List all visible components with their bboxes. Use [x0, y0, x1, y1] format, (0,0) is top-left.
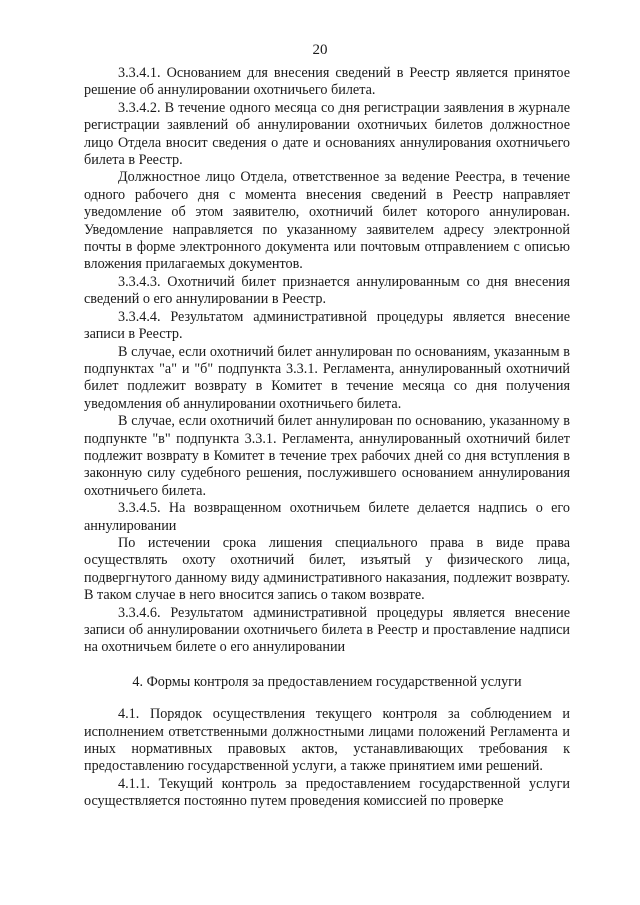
paragraph-3-3-4-5: 3.3.4.5. На возвращенном охотничьем билете делается надпись о его аннулировании: [84, 500, 570, 534]
paragraph-notification: Должностное лицо Отдела, ответственное за ведение Реестра, в течение одного рабочего дня с момента внесения сведений в Реестр направляет уведомление об этом заявителю, охотничий билет которого аннулирован. Уведомление направляется по указанному заявителем адресу электронной почты в форме электронного документа или почтовым отправлением с описью вложения прилагаемых документов.: [84, 169, 570, 273]
paragraph-4-1: 4.1. Порядок осуществления текущего контроля за соблюдением и исполнением ответственными должностными лицами положений Регламента и иных нормативных правовых актов, устанавливающих требования к предоставлению государственной услуги, а также принятием ими решений.: [84, 706, 570, 775]
paragraph-return-v: В случае, если охотничий билет аннулирован по основанию, указанному в подпункте "в" подпункта 3.3.1. Регламента, аннулированный охотничий билет подлежит возврату в Комитет в течение трех рабочих дней со дня вступления в законную силу судебного решения, послужившего основанием аннулирования охотничьего билета.: [84, 413, 570, 499]
paragraph-3-3-4-3: 3.3.4.3. Охотничий билет признается аннулированным со дня внесения сведений о его аннулировании в Реестр.: [84, 273, 570, 308]
paragraph-deprivation-expiry: По истечении срока лишения специального права в виде права осуществлять охоту охотничий билет, изъятый у физического лица, подвергнутого данному виду административного наказания, подлежит возврату. В таком случае в него вносится запись о таком возврате.: [84, 534, 570, 604]
section-heading: 4. Формы контроля за предоставлением государственной услуги: [132, 673, 522, 690]
document-body: [84, 65, 570, 811]
paragraph-3-3-4-6: 3.3.4.6. Результатом административной процедуры является внесение записи об аннулировании охотничьего билета в Реестр и проставление надписи на охотничьем билете о его аннулировании: [84, 604, 570, 656]
paragraph-3-3-4-2: 3.3.4.2. В течение одного месяца со дня регистрации заявления в журнале регистрации заявлений об аннулировании охотничьих билетов должностное лицо Отдела вносит сведения о дате и основаниях аннулирования охотничьего билета в Реестр.: [84, 99, 570, 169]
section-gap: [84, 691, 570, 706]
section-gap: [84, 657, 570, 674]
paragraph-return-a-b: В случае, если охотничий билет аннулирован по основаниям, указанным в подпунктах "а" и "б" подпункта 3.3.1. Регламента, аннулированный охотничий билет подлежит возврату в Комитет в течение месяца со дня получения уведомления об аннулировании охотничьего билета.: [84, 343, 570, 412]
paragraph-4-1-1: 4.1.1. Текущий контроль за предоставлением государственной услуги осуществляется постоянно путем проведения комиссией по проверке: [84, 775, 570, 810]
page-number: 20: [312, 42, 328, 58]
paragraph-3-3-4-4: 3.3.4.4. Результатом административной процедуры является внесение записи в Реестр.: [84, 308, 570, 343]
paragraph-3-3-4-1: 3.3.4.1. Основанием для внесения сведений в Реестр является принятое решение об аннулировании охотничьего билета.: [84, 65, 570, 99]
